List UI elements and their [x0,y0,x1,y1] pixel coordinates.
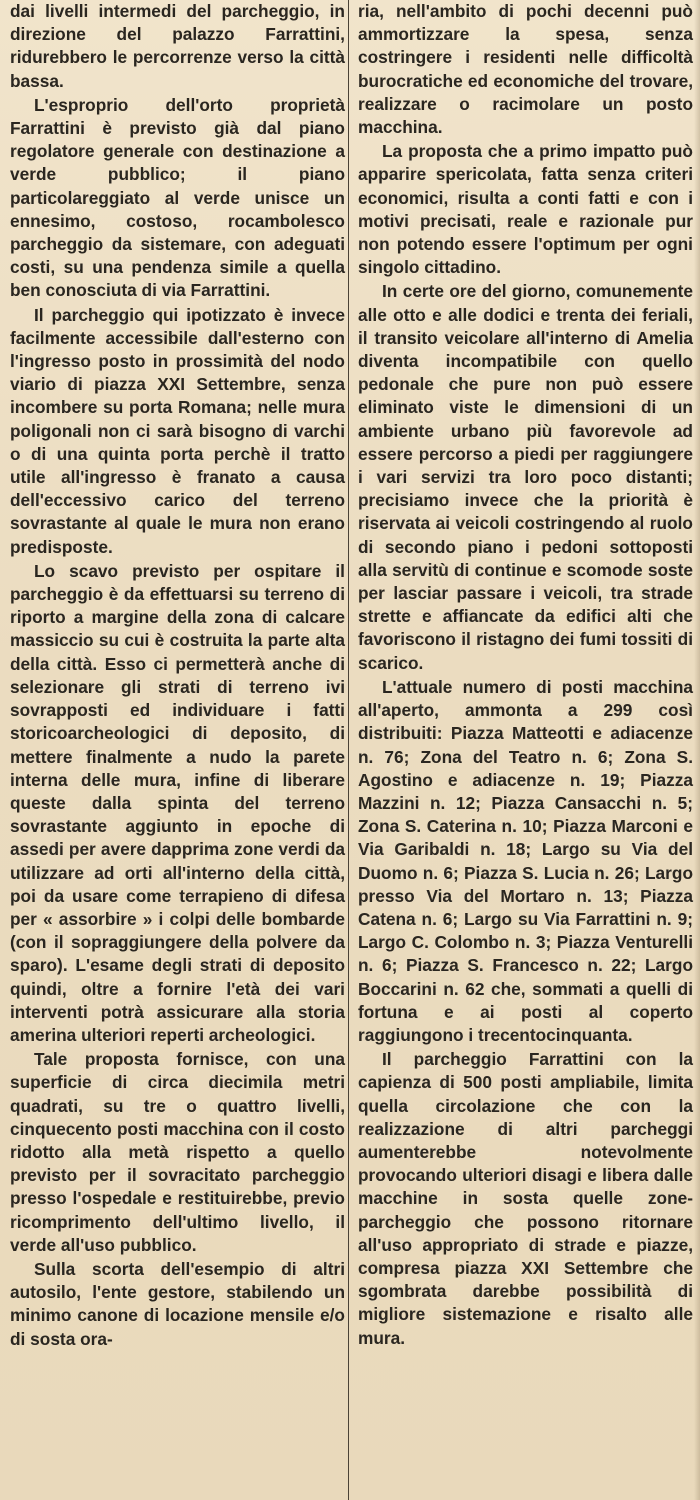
paper-edge-shadow [694,0,700,1500]
paragraph: Il parcheggio qui ipotizzato è invece facilmente accessibile dall'esterno con l'ingresso posto in prossimità del nodo viario di piazza XXI Settembre, senza incombere su porta Romana; nelle mura poligonali non ci sarà bisogno di varchi o di una quinta porta perchè il tratto utile all'ingresso è franato a causa dell'eccessivo carico del terreno sovrastante al quale le mura non erano predisposte. [10,304,345,557]
paragraph: Tale proposta fornisce, con una superficie di circa diecimila metri quadrati, su tre o quattro livelli, cinquecento posti macchina con il costo ridotto alla metà rispetto a quello previsto per il sovracitato parcheggio presso l'ospedale e restituirebbe, previo ricomprimento dell'ultimo livello, il verde all'uso pubblico. [10,1049,345,1255]
column-divider [348,0,349,1500]
paragraph: L'esproprio dell'orto proprietà Farrattini è previsto già dal piano regolatore generale con destinazione a verde pubblico; il piano particolareggiato al verde unisce un ennesimo, costoso, rocambolesco parcheggio da sistemare, con adeguati costi, su una pendenza simile a quella ben conosciuta di via Farrattini. [10,94,345,301]
paragraph: In certe ore del giorno, comunemente alle otto e alle dodici e trenta dei feriali, il transito veicolare all'interno di Amelia diventa incompatibile con quello pedonale che pure non può essere eliminato viste le dimensioni di un ambiente urbano più favorevole ad essere percorso a piedi per raggiungere i vari servizi tra loro poco distanti; precisiamo invece che la priorità è riservata ai veicoli costringendo al ruolo di secondo piano i pedoni sottoposti alla servitù di continue e scomode soste per lasciar passare i veicoli, tra strade strette e affiancate da edifici alti che favoriscono il ristagno dei fumi tossiti di scarico. [358,281,693,673]
paragraph: La proposta che a primo impatto può apparire spericolata, fatta senza criteri economici, risulta a conti fatti e con i motivi precisati, reale e razionale pur non potendo essere l'optimum per ogni singolo cittadino. [358,141,693,278]
paragraph: Il parcheggio Farrattini con la capienza di 500 posti ampliabile, limita quella circolazione che con la realizzazione di altri parcheggi aumenterebbe notevolmente provocando ulteriori disagi e libera dalle macchine in sosta quelle zone-parcheggio che possono ritornare all'uso appropriato di strade e piazze, compresa piazza XXI Settembre che sgombrata darebbe possibilità di migliore sistemazione e risalto alle mura. [358,1049,693,1348]
left-column [10,0,345,1352]
paragraph: Sulla scorta dell'esempio di altri autosilo, l'ente gestore, stabilendo un minimo canone di locazione mensile e/o di sosta ora- [10,1258,345,1349]
paragraph: ria, nell'ambito di pochi decenni può ammortizzare la spesa, senza costringere i residenti nelle difficoltà burocratiche ed economiche del trovare, realizzare o racimolare un posto macchina. [358,1,693,138]
right-column [358,0,693,1351]
paragraph: dai livelli intermedi del parcheggio, in direzione del palazzo Farrattini, ridurebbero le percorrenze verso la città bassa. [10,1,345,91]
paragraph: Lo scavo previsto per ospitare il parcheggio è da effettuarsi su terreno di riporto a margine della zona di calcare massiccio su cui è costruita la parte alta della città. Esso ci permetterà anche di selezionare gli strati di terreno ivi sovrapposti ed individuare i fatti storicoarcheologici di deposito, di mettere finalmente a nudo la parete interna delle mura, infine di liberare queste dalla spinta del terreno sovrastante aggiunto in epoche di assedi per avere dapprima zone verdi da utilizzare ad orti all'interno della città, poi da usare come terrapieno di difesa per « assorbire » i colpi delle bombarde (con il sopraggiungere della polvere da sparo). L'esame degli strati di deposito quindi, oltre a fornire l'età dei vari interventi potrà assicurare alla storia amerina ulteriori reperti archeologici. [10,560,345,1045]
paragraph: L'attuale numero di posti macchina all'aperto, ammonta a 299 così distribuiti: Piazza Matteotti e adiacenze n. 76; Zona del Teatro n. 6; Zona S. Agostino e adiacenze n. 19; Piazza Mazzini n. 12; Piazza Cansacchi n. 5; Zona S. Caterina n. 10; Piazza Marconi e Via Garibaldi n. 18; Largo su Via del Duomo n. 6; Piazza S. Lucia n. 26; Largo presso Via del Mortaro n. 13; Piazza Catena n. 6; Largo su Via Farrattini n. 9; Largo C. Colombo n. 3; Piazza Venturelli n. 6; Piazza S. Francesco n. 22; Largo Boccarini n. 62 che, sommati a quelli di fortuna e ai posti al coperto raggiungono i trecentocinquanta. [358,676,693,1045]
